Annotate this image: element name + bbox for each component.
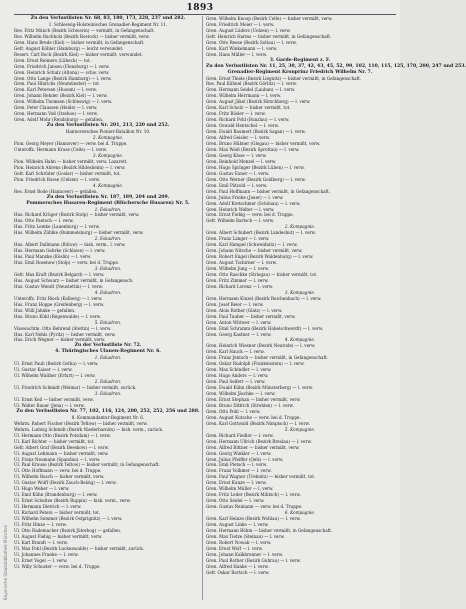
casualty-entry: Gren. Wilhelm Müller — l. verw. [206,486,274,492]
casualty-entry: Gren. Friedrich Meier — l. verw. [206,21,275,27]
casualty-entry: Gren. Paul Wagner (Trebnitz) — bisher vermißt, tot. [206,474,316,480]
casualty-entry: Gren. Georg Klose — l. verw. [206,152,267,158]
casualty-entry: Gren. Hugo Springer (Bezirk Lüben) — l. verw. [206,164,305,170]
casualty-entry: Vizewachtm. Otto Behrend (Stettin) — l. verw. [14,325,112,331]
subsection-heading: 3. Kompagnie. [92,152,124,158]
casualty-entry: Gren. Georg Kastner — l. verw. [206,331,272,337]
section-heading: Zu den Verlustlisten Nr. 68, 83, 180, 173, 228, 237 und 282. [30,16,186,21]
casualty-entry: Wehrm. Robert Fischer (Bezirk Teltow) — bisher vermißt, verw. [14,420,148,426]
casualty-entry: Gren. Paul Hinrichs (Neumünster) — tot. [14,81,101,87]
casualty-entry: Unteroffz. Hermann Kruse (Celle) — l. verw. [14,146,108,152]
casualty-entry: Gren. Karl Scholz — bisher vermißt, tot. [206,105,291,111]
casualty-entry: Gren. Fritz Rösler — l. verw. [206,111,266,117]
casualty-entry: Gren. Julius Friebe (Jauer) — l. verw. [206,194,284,200]
subsection-heading: 3. Eskadron. [94,266,122,272]
casualty-entry: Pion. Georg Meyer (Hannover) — verw. bei d. Truppe. [14,141,128,147]
casualty-entry: Gren. Paul Seifert — l. verw. [206,379,266,385]
casualty-entry: Gren. Otto Seidel — l. verw. [206,498,265,504]
casualty-entry: Pion. Heinrich Ahrens (Bezirk Hildesheim) — l. verw. [14,164,126,170]
casualty-entry: Gren. Adolf Mohr (Rendsburg) — gefallen. [14,117,104,123]
casualty-entry: Gren. Anton Wittwer — l. verw. [206,319,272,325]
subsection-heading: 2. Kompagnie. [92,135,124,141]
casualty-entry: Res. Paul Kühnel (Bezirk Görlitz) — l. verw. [206,81,297,87]
casualty-entry: Hus. Wilhelm Zühlke (Rummelsburg) — bisher vermißt, verw. [14,230,144,236]
casualty-entry: Pion. Wilhelm Hahn — bisher vermißt, verw. Lazarett. [14,158,128,164]
casualty-entry: Gren. Franz Langer — l. verw. [206,236,270,242]
casualty-entry: Gren. Georg Winkler — l. verw. [206,450,272,456]
casualty-entry: Ul. Ernst Keil — bisher vermißt, verw. [14,397,94,402]
casualty-entry: Gren. Emil Schramm (Bezirk Habelschwerdt) — l. verw. [206,325,324,331]
casualty-entry: Ul. Gustav Kaiser — l. verw. [14,367,73,373]
page-number: 1893 [186,3,214,13]
casualty-entry: Ul. Wilhelm Busch — bisher vermißt, verw. [14,474,105,480]
casualty-entry: Ul. Wilhelm Sommer (Bezirk Ostprignitz) — l. verw. [14,516,123,522]
casualty-entry: Hus. Hermann Gehrke (Schlawe) — l. verw. [14,248,106,254]
column-divider [202,16,203,600]
casualty-entry: Gren. Ernst Fiebig — verw. bei d. Truppe. [206,212,294,218]
casualty-entry: Gefr. Wilhelm Bartsch — l. verw. [206,218,275,224]
casualty-entry: Hus. August Schwarz — bisher vermißt, in Gefangensch. [14,277,134,283]
casualty-entry: Gren. Karl Hauck — l. verw. [206,349,265,355]
casualty-entry: Gren. Hermann Böhm — bisher vermißt, in Gefangenschaft. [206,527,333,533]
casualty-entry: Hus. Paul Manzke (Köslin) — l. verw. [14,254,92,260]
casualty-entry: Gren. Julius Pfeiffer (Oels) — l. verw. [206,456,284,462]
casualty-entry: Hus. Gustav Wendt (Neustettin) — l. verw. [14,283,103,289]
casualty-entry: Gren. Reinhold Menzel — l. verw. [206,158,277,164]
casualty-entry: Ul. Johannes Franke — l. verw. [14,551,79,557]
casualty-entry: 1. Schleswig-Holsteinisches Grenadier-Regiment Nr. 11. [48,21,168,27]
casualty-entry: Hus. Franz Hoppe (Greifenberg) — l. verw. [14,301,105,307]
casualty-entry: Res. Fritz Münch (Bezirk Schwerin) — vermißt, in Gefangenschaft. [14,27,155,33]
casualty-entry: Gren. Otto Werner (Bezirk Goldberg) — l. verw. [206,176,306,182]
section-heading: Zu den Verlustlisten Nr. 187, 189, 204 und 209. [46,194,170,200]
casualty-entry: Ul. August Lehmann — bisher vermißt, verw. [14,450,109,456]
section-heading: Zu der Verlustliste Nr. 72. [74,343,142,349]
casualty-entry: Ul. Otto Hoffmann — verw. bei d. Truppe. [14,468,102,474]
subsection-heading: 6. Kompagnie. [284,510,316,516]
casualty-entry: Ul. Max Pohl (Bezirk Luckenwalde) — bisher vermißt, zurück. [14,545,145,551]
casualty-entry: Gren. Gustav Reimann — verw. bei d. Truppe. [206,504,303,510]
casualty-entry: Ul. Gustav Wolff (Bezirk Zauch-Belzig) — l. verw. [14,480,117,486]
casualty-entry: Gren. Bruno Hübner (Glogau) — bisher vermißt, verw. [206,141,321,147]
casualty-entry: Gren. Richard Lorenz — l. verw. [206,283,274,289]
casualty-entry: Gren. Alfred Bittner — bisher vermißt, verw. [206,444,300,450]
casualty-entry: Gren. Gustav Exner — l. verw. [206,170,270,176]
casualty-entry: Gefr. Heinrich Harms — bisher vermißt, in Gefangenschaft. [206,33,332,39]
casualty-entry: Gren. August Jäkel (Bezirk Hirschberg) — l. verw. [206,99,311,105]
casualty-entry: Gren. Paul Tauber — bisher vermißt, verw. [206,313,296,319]
subsection-heading: 4. Eskadron. [94,289,122,295]
casualty-entry: Gren. Ernst Wolf — l. verw. [206,545,264,551]
casualty-entry: Hus. Albert Dallmann (Bütow) — bish. verm., l. verw. [14,242,126,248]
casualty-entry: Gren. Hermann Voß (Itzehoe) — l. verw. [14,111,98,117]
casualty-entry: Hus. Fritz Lemke (Lauenburg) — l. verw. [14,224,100,230]
casualty-entry: Gren. Wilhelm Thomsen (Schleswig) — l. verw. [14,99,113,105]
casualty-entry: Gren. Heinrich Walter — l. verw. [206,206,275,212]
casualty-entry: Gren. Hermann Kinzel (Bezirk Reichenbach) — l. verw. [206,295,322,301]
subsection-heading: 2. Eskadron. [94,379,122,385]
casualty-entry: Ul. Willy Schuster — verw. bei d. Truppe. [14,563,101,569]
casualty-entry: Ul. Richard Peters — bisher vermißt, tot. [14,510,101,516]
casualty-entry: Gren. Ewald Kühn (Bezirk Münsterberg) — l. verw. [206,385,314,391]
casualty-entry: Gren. Wilhelm Knoop (Bezirk Celle) — bisher vermißt, verw. [206,16,333,21]
subsection-heading: 1. Eskadron. [94,206,122,212]
left-column [14,16,202,600]
casualty-entry: Gren. Ernst Reimers (Lübeck) — tot. [14,57,91,63]
casualty-entry: Gren. Robert Nowak — l. verw. [206,539,272,545]
casualty-entry: Hus. Willi Jahnke — gefallen. [14,307,76,313]
casualty-entry: Gren. Max Schindler — l. verw. [206,367,272,373]
casualty-entry: Gren. Oswald Hentschel — l. verw. [206,123,280,129]
casualty-entry: Ul. Ernst Schultze (Bezirk Ruppin) — bish. verm., verw. [14,498,131,504]
casualty-entry: Unteroffz. Fritz Rieck (Kolberg) — l. verw. [14,295,103,301]
section-heading: Zu den Verlustlisten Nr. 77, 102, 116, 124, 200, 252, 252, 256 und 288. [16,408,200,414]
casualty-entry: 8. Kommandantur-Regiment Nr. 6. [71,414,145,420]
casualty-entry: Ul. Ernst Pauli (Bezirk Gotha) — l. verw. [14,361,99,367]
casualty-entry: Gren. Josef Beier — l. verw. [206,301,264,307]
casualty-entry: Gren. Hans Brede (Kiel) — bisher vermißt, in Gefangenschaft. [14,39,145,45]
casualty-entry: Gren. Hans Müller — l. verw. [206,51,268,57]
casualty-entry: Gren. Alfred Geisler — l. verw. [206,135,271,141]
casualty-entry: Ul. Emil Kühn (Brandenburg) — l. verw. [14,492,98,498]
casualty-entry: Gren. Richard Fiedler — l. verw. [206,432,274,438]
section-heading: Pommersches Husaren-Regiment (Blüchersche Husaren) Nr. 5. [26,200,190,206]
library-stamp: Bayerische Staatsbibliothek München [3,524,8,600]
casualty-entry: Gren. Fritz Leder (Bezirk Militsch) — l. verw. [206,492,301,498]
casualty-entry: Gren. Oskar Rudolph (Frankenstein) — l. verw. [206,361,305,367]
casualty-entry: Gren. Hermann Ullrich (Bezirk Breslau) — l. verw. [206,438,312,444]
casualty-entry: Pion. Friedrich Busse (Uelzen) — l. verw. [14,176,101,182]
casualty-entry: Ul. Hermann Dietrich — l. verw. [14,504,82,510]
casualty-entry: Res. Wilhelm Buchholz (Bezirk Rostock) — bisher vermißt, verw. [14,33,150,39]
casualty-entry: Gren. Friedrich Jansen (Flensburg) — l. verw. [14,63,110,69]
casualty-entry: Ul. August Fiebig — bisher vermißt, verw. [14,533,103,539]
casualty-entry: Gren. Hermann Seidel (Lauban) — l. verw. [206,87,296,93]
casualty-entry: Gren. August Linke — l. verw. [206,522,269,528]
casualty-entry: Reserv. Carl Bock (Bezirk Kiel) — bisher vermißt, verwundet. [14,51,143,57]
casualty-entry: Hus. Bruno Kühl (Regenwalde) — l. verw. [14,313,102,319]
casualty-entry: Gren. Emil Pätzold — l. verw. [206,182,268,188]
casualty-entry: Hus. Erich Wegner — bisher vermißt, verw. [14,337,106,343]
casualty-entry: Hus. Karl Nehls (Pyritz) — bisher vermißt, verw. [14,331,116,337]
section-heading: 4. Thüringisches Ulanen-Regiment Nr. 6. [55,349,161,355]
casualty-entry: Gren. Karl Gottwald (Bezirk Nimptsch) — l. verw. [206,420,310,426]
subsection-heading: 2. Eskadron. [94,236,122,242]
casualty-entry: Gren. August Lüders (Uelzen) — l. verw. [206,27,291,33]
casualty-entry: Ul. Otto Rademacher (Bezirk Jüterbog) — gefallen. [14,527,122,533]
casualty-entry: Gren. Otto Reese (Bezirk Soltau) — l. verw. [206,39,297,45]
section-heading: 3. Garde-Regiment z. F. [269,57,331,63]
casualty-entry: Gren. Emil Pietsch — l. verw. [206,462,268,468]
casualty-entry: Gren. Max Weiß (Bezirk Sprottau) — l. verw. [206,146,300,152]
subsection-heading: 4. Kompagnie. [92,182,124,188]
casualty-entry: Ul. Ernst Vogel — l. verw. [14,557,68,563]
casualty-entry: Ul. Karl Brandt — l. verw. [14,539,68,545]
casualty-entry: Gren. Wilhelm Jung — l. verw. [206,266,270,272]
casualty-entry: Gren. Franz Jentsch — bisher vermißt, in Gefangenschaft. [206,355,329,361]
casualty-entry: Gren. Johann Kalkbrenner — l. verw. [206,551,284,557]
casualty-entry: Ul. Karl Richter — bisher vermißt, tot. [14,438,95,444]
casualty-entry: Gren. Richard Pohl (Bunzlau) — l. verw. [206,117,290,123]
casualty-entry: Ul. Hugo Weber — l. verw. [14,486,70,492]
section-heading: Grenadier-Regiment Kronprinz Friedrich Wilhelm Nr. 7. [227,69,373,75]
casualty-entry: Gren. Alois Rother (Glatz) — l. verw. [206,307,283,313]
casualty-entry: Hus. Richard Krüger (Bezirk Stolp) — bisher vermißt, verw. [14,212,140,218]
casualty-entry: Gren. Karl Hampel (Schweidnitz) — l. verw. [206,242,298,248]
casualty-entry: Gren. Ernst Stephan — bisher vermißt, verw. [206,397,301,402]
casualty-entry: Gren. Johann Nitsche — bisher vermißt, verw. [206,248,303,254]
casualty-entry: Gefr. Karl Schröder (Goslar) — bisher vermißt, tot. [14,170,121,176]
casualty-entry: Gren. Alfred Hanke — l. verw. [206,563,269,569]
casualty-entry: Gren. Otto Pohl — l. verw. [206,408,261,414]
casualty-entry: Gren. Ernst Kunze — l. verw. [206,480,267,486]
casualty-entry: Ul. Wilhelm Walther (Erfurt) — l. verw. [14,373,96,379]
subsection-heading: 5. Kompagnie. [284,426,316,432]
casualty-entry: Gefr. Max Kraft (Bezirk Belgard) — l. verw. [14,271,105,277]
casualty-entry: Gren. Robert Engel (Bezirk Waldenburg) — l. verw. [206,254,314,260]
casualty-entry: Gren. Karl Petersen (Husum) — l. verw. [14,87,98,93]
subsection-heading: 3. Kompagnie. [284,289,316,295]
casualty-entry: Gefr. August Köhler (Hamburg) — leicht verwundet. [14,45,124,51]
casualty-entry: Gren. August Kutsche — verw. bei d. Truppe. [206,414,301,420]
casualty-entry: Hus. Emil Rosenow (Stolp) — verw. bei d. Truppe. [14,260,120,266]
casualty-entry: Gren. Peter Claussen (Heide) — l. verw. [14,105,98,111]
subsection-heading: 4. Kompagnie. [284,337,316,343]
casualty-entry: Ul. Friedrich Schmidt (Weimar) — bisher vermißt, zurück. [14,385,137,391]
casualty-entry: Wehrm. Ludwig Schmidt (Bezirk Niederbarnim) — bish. verm., zurück. [14,426,164,432]
casualty-entry: Gren. Otto Raschke (Striegau) — bisher vermißt, tot. [206,271,318,277]
casualty-entry: Gren. Fritz Zimmer — l. verw. [206,277,269,283]
section-heading: Zu den Verlustlisten Nr. 11, 25, 30, 37, 42, 43, 45, 52, 99, 102, 110, 115, 125, 170, 200, 247 und 253. [206,63,466,69]
subsection-heading: 2. Kompagnie. [284,224,316,230]
casualty-entry: Gren. Johann Rehder (Bezirk Kiel) — l. verw. [14,93,108,99]
subsection-heading: 1. Eskadron. [94,355,122,361]
casualty-entry: Gefr. Albert Graf (Bezirk Beeskow) — l. verw. [14,444,109,450]
subsection-heading: 3. Eskadron. [94,391,122,397]
casualty-entry: Gren. Max Tietze (Steinau) — l. verw. [206,533,285,539]
casualty-entry: Gren. Ewald Baumert (Bezirk Sagan) — l. verw. [206,129,306,135]
section-heading: Zu den Verlustlisten Nr. 201, 213, 220 und 252. [46,123,170,129]
casualty-entry: Ul. Walter Bauer (Jena) — l. verw. [14,402,85,408]
casualty-entry: Gren. Hugo Anders — l. verw. [206,373,269,379]
subsection-heading: 5. Eskadron. [94,319,122,325]
casualty-entry: Gren. Franz Volkmer — l. verw. [206,468,272,474]
casualty-entry: Gren. Albert Schubert (Bezirk Landeshut) — l. verw. [206,230,316,236]
casualty-entry: Gren. Ernst Thiele (Bezirk Liegnitz) — bisher vermißt, in Gefangenschaft. [206,75,362,81]
casualty-entry: Gren. Paul Hoffmann — bisher vermißt, in Gefangenschaft. [206,188,331,194]
header-rule [14,14,396,15]
casualty-entry: Gren. Heinrich Wiesner (Bezirk Neurode) — l. verw. [206,343,316,349]
casualty-entry: Ul. Fritz Hinze — l. verw. [14,522,67,528]
casualty-entry: Gren. Otto Lange (Bezirk Hamburg) — l. verw. [14,75,112,81]
right-column [206,16,466,600]
casualty-entry: Gren. Wilhelm Jäschke — l. verw. [206,391,276,397]
casualty-entry: Hannoversches Pionier-Bataillon Nr. 10. [65,129,151,135]
casualty-entry: Gren. Wilhelm Herrmann — l. verw. [206,93,282,99]
casualty-entry: Gren. Adolf Kretschmer (Schönau) — l. verw. [206,200,301,206]
casualty-entry: Ul. Paul Krause (Bezirk Teltow) — bisher vermißt, in Gefangenschaft. [14,462,160,468]
casualty-entry: Gren. August Tschirner — l. verw. [206,260,277,266]
casualty-entry: Gren. Bruno Dittrich (Strehlen) — l. verw. [206,402,294,408]
casualty-entry: Hus. Otto Paetsch — l. verw. [14,218,74,224]
casualty-entry: Ul. Hermann Otto (Bezirk Potsdam) — l. verw. [14,432,111,438]
casualty-entry: Gren. Heinrich Schulz (Altona) — schw. verw. [14,69,110,75]
casualty-entry: Gren. Karl Heinze (Bezirk Wohlau) — l. verw. [206,516,301,522]
casualty-entry: Gren. Karl Winkelmann — l. verw. [206,45,278,51]
casualty-entry: Res. Ernst Bode (Hannover) — gefallen. [14,188,98,194]
casualty-entry: Gren. Paul Rother (Bezirk Guhrau) — l. verw. [206,557,301,563]
casualty-entry: Ul. Franz Neumann (Spandau) — l. verw. [14,456,101,462]
casualty-entry: Gefr. Oskar Bartsch — l. verw. [206,569,270,575]
